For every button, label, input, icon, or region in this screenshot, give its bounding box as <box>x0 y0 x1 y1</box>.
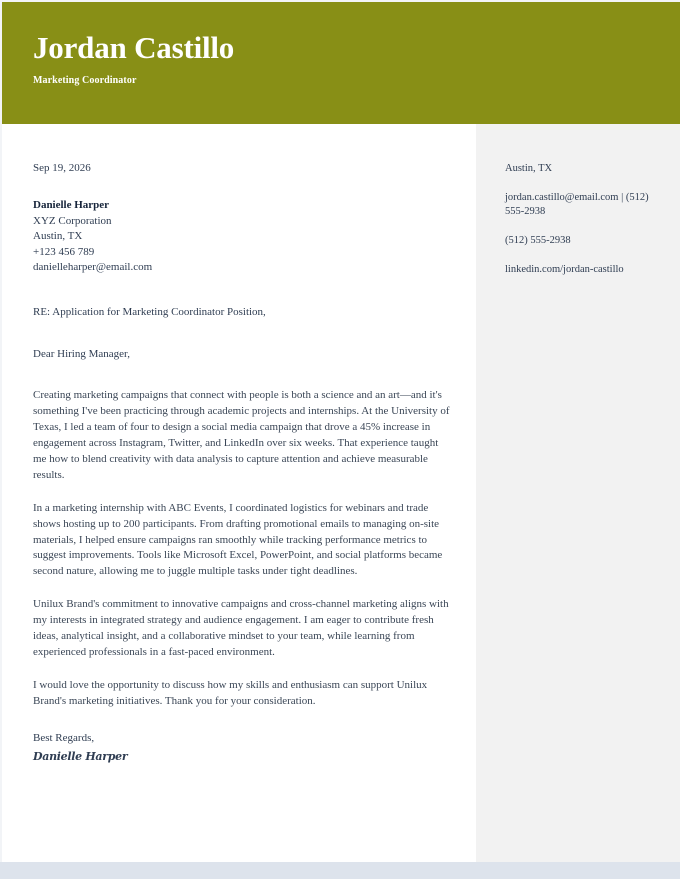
letter-signature: Danielle Harper <box>33 749 128 763</box>
letter-paragraph-3: Unilux Brand's commitment to innovative campaigns and cross-channel marketing aligns with my interests in integrated strategy and audience engagement. I am eager to contribute fresh ideas, analytical insight, and a collaborative mindset to your team, while learning from experienced professionals in a fast-paced environment. <box>33 598 449 659</box>
letter-paragraph-1: Creating marketing campaigns that connect with people is both a science and an art—and it's something I've been practicing through academic projects and internships. At the University of Texas, I led a team of four to design a social media campaign that drove a 45% increase in engagement across Instagram, Twitter, and LinkedIn over six weeks. That experience taught me how to blend creativity with data analysis to capture attention and achieve measurable results. <box>33 389 450 481</box>
letter-date: Sep 19, 2026 <box>33 162 91 174</box>
letter-sidebar-column <box>476 124 680 862</box>
letter-body-columns <box>0 124 680 862</box>
letter-paragraph-2: In a marketing internship with ABC Events, I coordinated logistics for webinars and trade shows hosting up to 200 participants. From drafting promotional emails to managing on-site materials, I helped ensure campaigns ran smoothly while tracking performance metrics to suggest improvements. Tools like Microsoft Excel, PowerPoint, and social platforms became second nature, allowing me to juggle multiple tasks under tight deadlines. <box>33 501 443 578</box>
letter-header-band <box>0 0 680 124</box>
letter-subject-line: RE: Application for Marketing Coordinator Position, <box>33 306 266 319</box>
recipient-company: XYZ Corporation <box>33 214 112 227</box>
applicant-name: Jordan Castillo <box>33 30 235 65</box>
letter-salutation: Dear Hiring Manager, <box>33 348 130 361</box>
recipient-location: Austin, TX <box>33 230 83 243</box>
sidebar-email-phone: jordan.castillo@email.com | (512) 555-2938 <box>505 191 649 218</box>
recipient-block <box>33 198 450 276</box>
letter-paragraph-4: I would love the opportunity to discuss how my skills and enthusiasm can support Unilux Brand's marketing initiatives. Thank you for your consideration. <box>33 679 428 708</box>
applicant-job-title: Marketing Coordinator <box>33 74 137 86</box>
header-identity-block <box>33 32 234 86</box>
letter-main-column <box>0 124 476 862</box>
recipient-email: danielleharper@email.com <box>33 261 153 274</box>
sidebar-phone: (512) 555-2938 <box>505 235 571 247</box>
recipient-phone: +123 456 789 <box>33 245 95 258</box>
sidebar-linkedin[interactable]: linkedin.com/jordan-castillo <box>505 263 624 275</box>
sidebar-location: Austin, TX <box>505 163 553 174</box>
recipient-name: Danielle Harper <box>33 199 110 211</box>
letter-closing: Best Regards, <box>33 731 95 744</box>
